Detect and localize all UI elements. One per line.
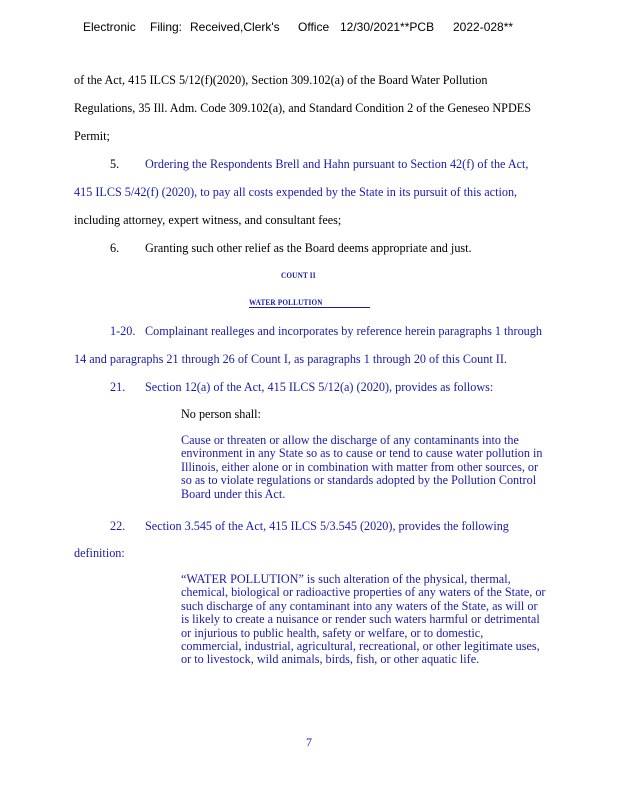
item-text: 14 and paragraphs 21 through 26 of Count I, as paragraphs 1 through 20 of this Count II.: [74, 352, 507, 366]
paragraph-line: Regulations, 35 Ill. Adm. Code 309.102(a), and Standard Condition 2 of the Geneseo NPDES: [74, 101, 531, 115]
quote-line: environment in any State so as to cause or tend to cause water pollution in: [181, 446, 543, 461]
item-number: 6.: [110, 241, 120, 255]
item-text: Granting such other relief as the Board deems appropriate and just.: [145, 241, 472, 255]
quote-line: chemical, biological or radioactive properties of any waters of the State, or: [181, 585, 546, 600]
quote-line: commercial, industrial, agricultural, recreational, or other legitimate uses,: [181, 639, 540, 654]
quote-line: Illinois, either alone or in combination with matter from other sources, or: [181, 459, 539, 474]
count-subheading: WATER POLLUTION: [249, 297, 323, 307]
quote-line: Cause or threaten or allow the discharge of any contaminants into the: [181, 433, 519, 447]
definition-quote: [181, 573, 545, 667]
item-text: including attorney, expert witness, and consultant fees;: [74, 213, 342, 227]
statute-quote: [181, 434, 542, 501]
quote-line: or to livestock, wild animals, birds, fish, or other aquatic life.: [181, 652, 480, 667]
item-number: 1-20.: [110, 324, 136, 338]
item-number: 5.: [110, 157, 120, 171]
page-number: 7: [306, 735, 312, 749]
paragraph-line: of the Act, 415 ILCS 5/12(f)(2020), Section 309.102(a) of the Board Water Pollution: [74, 73, 488, 87]
quote-line: so as to violate regulations or standards adopted by the Pollution Control: [181, 473, 537, 488]
paragraph-line: Permit;: [74, 129, 110, 143]
item-text: Complainant realleges and incorporates by reference herein paragraphs 1 through: [145, 324, 542, 338]
item-text: Ordering the Respondents Brell and Hahn pursuant to Section 42(f) of the Act,: [145, 157, 529, 171]
quote-intro: No person shall:: [181, 407, 261, 421]
item-text: Section 12(a) of the Act, 415 ILCS 5/12(a) (2020), provides as follows:: [145, 380, 494, 394]
item-number: 21.: [110, 380, 126, 394]
quote-line: Board under this Act.: [181, 486, 286, 501]
item-text: definition:: [74, 546, 125, 560]
quote-line: such discharge of any contaminant into any waters of the State, as will or: [181, 598, 538, 613]
filing-header: [0, 20, 618, 38]
header-electronic: Electronic: [83, 20, 136, 34]
quote-line: or injurious to public health, safety or welfare, or to domestic,: [181, 625, 484, 640]
heading-underline: [249, 307, 370, 308]
count-heading: COUNT II: [281, 270, 316, 280]
header-docket: 2022-028**: [453, 20, 514, 34]
quote-line: “WATER POLLUTION” is such alteration of the physical, thermal,: [181, 572, 511, 586]
item-text: 415 ILCS 5/42(f) (2020), to pay all costs expended by the State in its pursuit of this action,: [74, 185, 518, 199]
header-received: Received,Clerk's: [190, 20, 280, 34]
quote-line: is likely to create a nuisance or render such waters harmful or detrimental: [181, 612, 540, 627]
item-text: Section 3.545 of the Act, 415 ILCS 5/3.545 (2020), provides the following: [145, 519, 509, 533]
header-filing: Filing:: [150, 20, 183, 34]
header-date: 12/30/2021**PCB: [340, 20, 435, 34]
header-office: Office: [298, 20, 330, 34]
item-number: 22.: [110, 519, 126, 533]
